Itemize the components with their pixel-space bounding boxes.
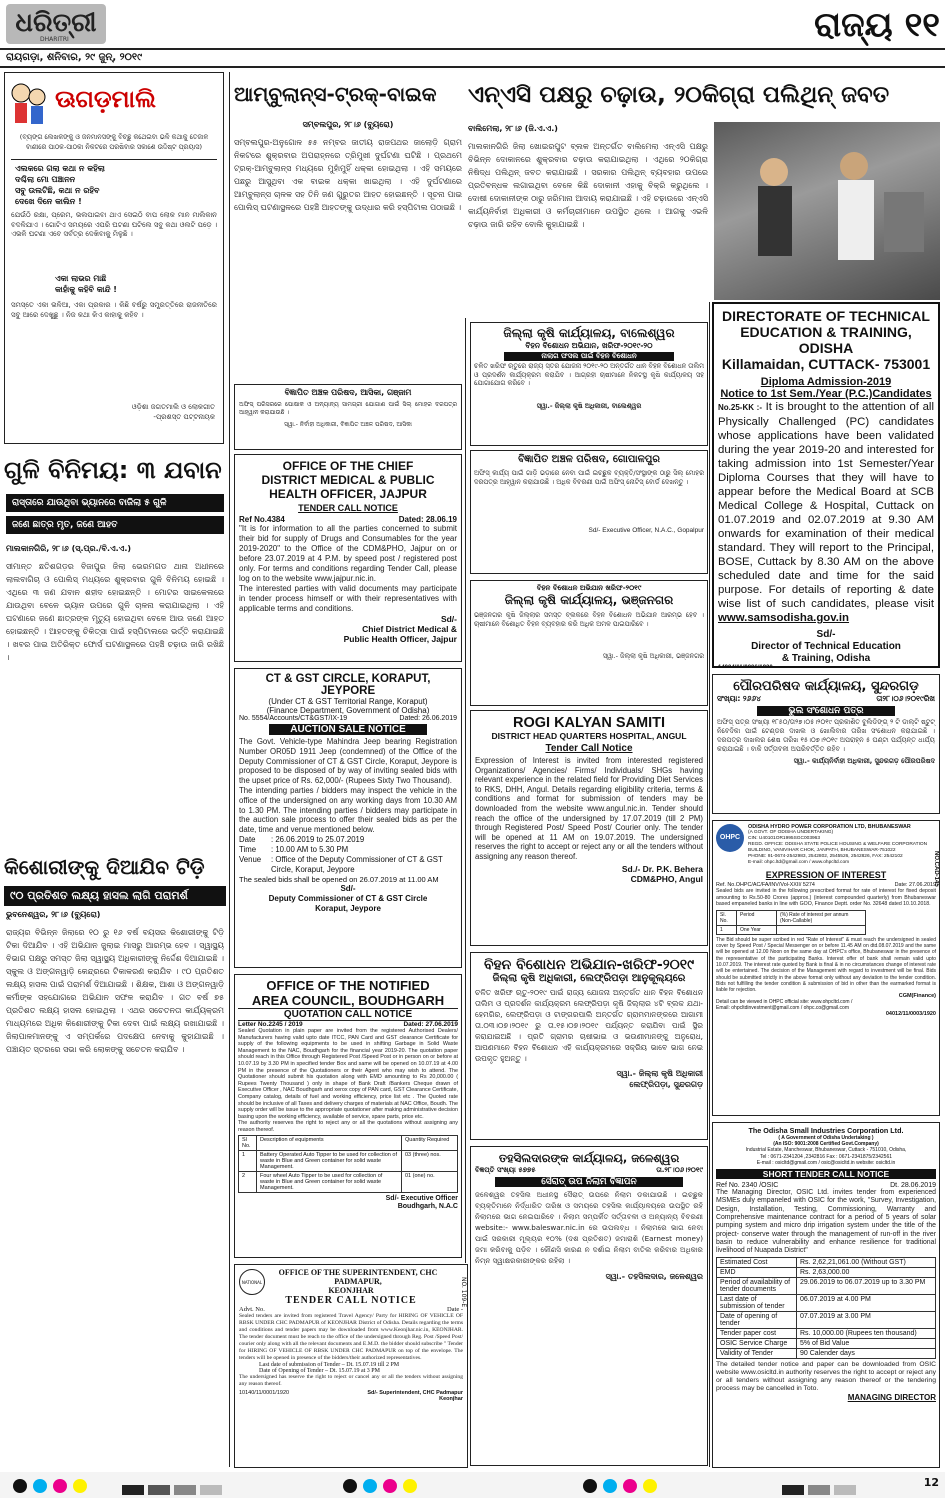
- story3-subtitle: ୯୦ ପ୍ରତିଶତ ଲକ୍ଷ୍ୟ ହାସଲ ଲାଗି ପରାମର୍ଶ: [4, 886, 226, 906]
- story3-title: କିଶୋରୀଙ୍କୁ ଦିଆଯିବ ଟିଡ଼ି: [4, 855, 205, 879]
- feature-title: ଊଗଡ଼ମାଲି: [55, 85, 156, 113]
- ad-lefripada: ବିହନ ବିଶୋଧନ ଅଭିଯାନ-ଖରିଫ-୨୦୧୯ ଜିଲ୍ଲା କୃଷି ଅଧିକାରୀ, ଲେଫ୍ରିପଡ଼ା ଆନୁକୂଲ୍ୟରେ ଚଳିତ ଖରିଫ ଋତୁ-୨୦୧୯ ପାଇଁ ରାଜ୍ୟ ଯୋଜନା ଅନ୍ତର୍ଗତ ଧାନ ବିହନ ବିଶୋଧନ ତାଲିମ ଓ ପ୍ରଦର୍ଶନ କାର୍ଯ୍ୟକ୍ରମ ଲେଫ୍ରିପଡ଼ା କୃଷି ଜିଲ୍ଲାର ୪ଟି ବ୍ଲକ ଯଥା- ହେମଗିର, ଲେଫ୍ରିପଡ଼ା ଓ ଟାଙ୍ଗରପାଲି ଅନ୍ତର୍ଗତ ଗ୍ରାମମାନଙ୍କରେ ଆଗାମୀ ତା.୦୩।୦୭।୨୦୧୯ ରୁ ତା.୧୫।୦୭।୨୦୧୯ ପର୍ଯ୍ୟନ୍ତ କରାଯିବା ପାଇଁ ସ୍ଥିର କରାଯାଇଅଛି । ପ୍ରତି ଗ୍ରାମର ଚାଷୀଭାଇ ଓ ଭଉଣୀମାନଙ୍କୁ ଅନୁରୋଧ, ଆପଣମାନେ ବିହନ ବିଶୋଧନ ଏହି କାର୍ଯ୍ୟକ୍ରମରେ ସକ୍ରିୟ ଭାବେ ଭାଗ ନେଇ ଉପକୃତ ହୁଅନ୍ତୁ । ସ୍ୱା.- ଜିଲ୍ଲା କୃଷି ଅଧିକାରୀ ଲେଫ୍ରିପଡ଼ା, ସୁନ୍ଦରଗଡ଼: [470, 952, 708, 1140]
- dharitri-logo-sub: DHARITRI: [40, 36, 69, 43]
- dateline: ରାୟଗଡ଼ା, ଶନିବାର, ୨୯ ଜୁନ୍, ୨୦୧୯: [6, 52, 143, 63]
- ad-ohpc: OHPC ODISHA HYDRO POWER CORPORATION LTD, BHUBANESWAR (A GOVT. OF ODISHA UNDERTAKING) CIN: U40101OR1995SGC003963 REGD. OFFICE: ODISHA STATE POLICE HOUSING & WELFARE CORPORATION BUILDING, VANIVIHAR CHOK, JANPATH, BHUBANESWAR-751022 PHONE: 91-0674-2542983, 2542802, 2545526, 2542826, FAX: 2542102 E-mail: ohpc.ltd@gmail.com / www.ohpcltd.com NO.CAD-145 EXPRESSION OF INTEREST Ref. No.OHPC/AC/FA/INV/Vol-XXII/ 5274 Date: 27.06.2019 Sealed bids are invited in the following prescribed format for rate of interest for fixed deposit amounting to Rs.50-80 Crores (approx.) (interest compounded quarterly) from Bhubaneswar based empaneled banks in line with GOO, Finance Deptt. order No. 32648 dated 10.10.2018. Sl. No. Period (%) Rate of interest per annum (Non-Callable) 1 One Year The Bid should be super scribed in red "Rate of Interest" & must reach the undersigned in sealed cover by Speed Post / Special Messenger on or before 11.45 AM on dtd.08.07.2019 and the same will be opened at 12.00 Noon on the same day at OHPC's office, Bhubaneswar in the presence of the representative of the participating Banks. Interest offer of bank shall remain valid upto 10.07.2019. The interest rate quoted by Bank is final & in no circumstances change of interest rate will be entertained. The decision of the Management with regard to investment will be final. Bids should be submitted strictly in the above format only without any deviation to the tender condition. Bids not fulfilling the tender condition & submission of bid in other than the earmarked format is liable for rejection. CGM(Finance) Detail can be viewed in OHPC official site: www.ohpcltd.com / Email: ohpcltdinvestment@gmail.com / ohpc.co@gmail.com 04012/11/0003/1920: [712, 820, 940, 1116]
- feature-body-text: ଯେଉଁଠି ରକ୍ଷା, ପ୍ରେମ, ଭଲପାଇବା ଥାଏ ସେଇଠି ବାପ ଲୋକ ମାନ ମାଲିକାନ ବଦଳିଯାଏ । ଗୋଟିଏ ସମୟରେ ଏପରି ଘଟଣା ଘଟିଲେ ସବୁ କଥା ଓଲଟି ପଡ଼େ । ଏଭଳି ଘଟଣା ଏବେ ସର୍ବତ୍ର ଦେଖିବାକୁ ମିଳୁଛି ।: [11, 211, 217, 238]
- ad-cdmo-jajpur: OFFICE OF THE CHIEF DISTRICT MEDICAL & PUBLIC HEALTH OFFICER, JAJPUR TENDER CALL NOTICE Ref No.4384 Dated: 28.06.19 "It is for information to all the parties concerned to submit their bid for supply of Drugs and Consumables for the year 2019-2020" to the Office of the CDM&PHO, Jajpur on or before 23.07.2019 at 4 P.M. by speed post / registered post only. For terms and conditions regarding Tender Call, please log on to the website www.jajpur.nic.in. The interested parties with valid documents may participate in tender process himself or with their representatives with applicable terms and conditions. Sd/- Chief District Medical & Public Health Officer, Jajpur: [234, 454, 462, 662]
- ad-nac-gopalpur: ବିଜ୍ଞାପିତ ଅଞ୍ଚଳ ପରିଷଦ, ଗୋପାଳପୁର ଅଫିସ୍ କାର୍ଯ୍ୟ ପାଇଁ ଗାଡ଼ି ଭଡ଼ାରେ ନେବା ପାଇଁ ଇଚ୍ଛୁକ ବ୍ୟକ୍ତି/ସଂସ୍ଥାଙ୍କ ଠାରୁ ସିଲ୍ ମୋହର ଦରପତ୍ର ଆହ୍ୱାନ କରାଯାଉଛି । ଅଧିକ ବିବରଣୀ ପାଇଁ ଅଫିସ୍ ନୋଟିସ୍ ବୋର୍ଡ ଦେଖନ୍ତୁ । Sd/- Executive Officer, N.A.C., Gopalpur: [470, 450, 708, 574]
- raid-photo: [714, 122, 940, 300]
- ad-krushi-balasore: ଜିଲ୍ଲା କୃଷି କାର୍ଯ୍ୟାଳୟ, ବାଲେଶ୍ୱର ବିହନ ବିଶୋଧନ ଅଭିଯାନ, ଖରିଫ-୨୦୧୯-୨୦ ନାଲାଗ ଫସଲ ପାଇଁ ବିହନ ବିଶୋଧନ ଚଳିତ ଖରିଫ ଋତୁରେ ରାଜ୍ୟ ସ୍ତର ଯୋଜନା ୨୦୧୯-୨୦ ଅନ୍ତର୍ଗତ ଧାନ ବିହନ ବିଶୋଧନ ତାଲିମ ଓ ପ୍ରଦର୍ଶନ କାର୍ଯ୍ୟକ୍ରମ କରାଯିବ । ଆଗ୍ରହୀ ଚାଷୀମାନେ ନିକଟସ୍ଥ କୃଷି କାର୍ଯ୍ୟାଳୟ ସହ ଯୋଗାଯୋଗ କରିବେ । ସ୍ୱା.- ଜିଲ୍ଲା କୃଷି ଅଧିକାରୀ, ବାଲେଶ୍ୱର: [470, 322, 708, 446]
- verse: ଏଲକରେ ଗଲା କଥା ନ କହିଲା ଦଶ୍ଚିଲା ମୋ ପଞ୍ଚାନନ ସବୁ ଉଲଟିଛି, କଥା ନ ରହିବ ଦେଖେ ଦିନେ କାଲିନ !: [15, 164, 105, 206]
- ad-pashu-asika: ବିଜ୍ଞାପିତ ଅଞ୍ଚଳ ପରିଷଦ, ଆସିକା, ଗଞ୍ଜାମ ଅଫିସ୍ ପରିସରରେ ପୋଷାକ ଓ ଅନ୍ୟାନ୍ୟ ସାମଗ୍ରୀ ଯୋଗାଣ ପାଇଁ ସିଲ୍ ମୋହର ଦରପତ୍ର ଆହ୍ୱାନ କରାଯାଉଛି । ସ୍ୱା.- ନିର୍ବାହୀ ଅଧିକାରୀ, ବିଜ୍ଞାପିତ ଅଞ୍ଚଳ ପରିଷଦ, ଆସିକା: [234, 384, 462, 450]
- ambulance-story-title: ଆମ୍ବୁଲାନ୍ସ-ଟ୍ରକ୍-ବାଇକ: [234, 82, 437, 106]
- story3-dateline: ଭୁବନେଶ୍ୱର, ୨୮।୬ (ବ୍ୟୁରୋ): [6, 910, 101, 919]
- nac-story-title: ଏନ୍ଏସି ପକ୍ଷରୁ ଚଢ଼ାଉ, ୨୦କିଗ୍ରା ପଲିଥିନ୍ ଜବତ: [468, 82, 890, 108]
- ad-chc-padmapur: NATIONAL NO. 109-E OFFICE OF THE SUPERINTENDENT, CHC PADMAPUR, KEONJHAR TENDER CALL NOTICE Advt. No. Date - Sealed tenders are invited from registered Travel Agency/ Party for HIRING OF VEHICLE OF RBSK UNDER CHC PADMAPUR of KEONJHAR District of Odisha. Details regarding the terms and conditions and tender papers may be downloaded from www.Keonjhar.nic.in, KEONJHAR. The tender document must be reach to the office of the undersigned through Reg. Post /Speed Post/ courier only along with all the relevant documents and E.M.D. the bidder should subscribe " Tender for HIRING OF VEHICLE OF RBSK UNDER CHC PADMAPUR on top of the envelope. The tenders will be opened in presence of the bidders/their authorized representatives. Last date of submission of Tender – Dt. 15.07.19 till 2 PM Date of Opening of Tender – Dt. 15.07.19 at 3 PM The undersigned has reserve the right to reject or cancel any or all the tenders without assigning any reason thereof. 10140/11/0001/1920 Sd/- Superintendent, CHC Padmapur Keonjhar: [234, 1264, 468, 1468]
- story2-title: ଗୁଳି ବିନିମୟ: ୩ ଯବାନ: [4, 456, 222, 484]
- page-number: 12: [923, 1476, 939, 1489]
- story2-highlight-1: ରାସ୍ତାରେ ଯାଉଥିବା ଭ୍ୟାନରେ ବାଜିଲା ୫ ଗୁଳି: [6, 494, 224, 512]
- masthead: [0, 0, 945, 68]
- feature-byline: ଓଡ଼ିଶା ଜଗତମାଲି ଓ ଲୋକଗୀତ -ପ୍ରଶସ୍ତ ପଟ୍ଟନାୟକ: [131, 403, 215, 421]
- ambulance-story-body: ସମ୍ବଲପୁର-ଅନୁଗୋଳ ୫୫ ନମ୍ବର ଜାତୀୟ ରାଜପଥର ଜାଲୋଡ଼ି ଗ୍ରାମ ନିକଟରେ ଶୁକ୍ରବାର ଅପରାହ୍ନରେ ତ୍ରିମୁଖୀ ଦୁର୍ଘଟଣା ଘଟିଛି । ପ୍ରଥମେ ଟ୍ରକ୍-ଆମ୍ବୁଲାନ୍ସ ମଧ୍ୟରେ ମୁହାଁମୁହିଁ ଧକ୍କା ହୋଇଥିଲା । ଏହି ସମୟରେ ପଛରୁ ଆସୁଥିବା ଏକ ବାଇକ ଧକ୍କା ଖାଇଥିଲା । ଏହି ଦୁର୍ଘଟଣାରେ ଆମ୍ବୁଲାନ୍ସ ଚାଳକ ସହ ତିନି ଜଣ ଗୁରୁତର ଆହତ ହୋଇଛନ୍ତି । ସୂଚନା ପାଇ ପୋଲିସ୍ ଘଟଣାସ୍ଥଳରେ ପହଞ୍ଚି ଆହତଙ୍କୁ ଉଦ୍ଧାର କରି ହସ୍ପିଟାଲ ପଠାଇଛି ।: [234, 138, 462, 212]
- ohpc-logo: OHPC: [716, 824, 744, 852]
- ad-krushi-bhanjanagar: ବିହନ ବିଶୋଧନ ଅଭିଯାନ ଖରିଫ-୨୦୧୯ ଜିଲ୍ଲା କୃଷି କାର୍ଯ୍ୟାଳୟ, ଭଞ୍ଜନଗର ଭଞ୍ଜନଗର କୃଷି ଜିଲ୍ଲାର ସମସ୍ତ ବ୍ଲକରେ ବିହନ ବିଶୋଧନ ଅଭିଯାନ ଆରମ୍ଭ ହେବ । ଚାଷୀମାନେ ବିଶୋଧିତ ବିହନ ବ୍ୟବହାର କରି ଅଧିକ ଅମଳ ପାଇପାରିବେ । ସ୍ୱା.- ଜିଲ୍ଲା କୃଷି ଅଧିକାରୀ, ଭଞ୍ଜନଗର: [470, 580, 708, 706]
- ad-nac-boudhgarh: OFFICE OF THE NOTIFIED AREA COUNCIL, BOUDHGARH QUOTATION CALL NOTICE Letter No.2245 / 2019 Dated: 27.06.2019 Sealed Quotation in plain paper are invited from the registered Authorised Dealers/ Manufacturers having valid upto date ITCC, PAN Card and GST clearance Certificate for supply of the following equipments to be used in shifting Garbage in Solid Waste Management to the NAC, Boudhgarh for the financial year 2019-20. The quotation paper should reach in this Office through Registered Post /Speed Post or in person on or before at 10.07.19 by 3.30 PM in specified tender Box and same will be opened on 10.07.19 at 4.00 PM in the presence of the Quotationers or their Agent who may wish to attend. The Quotationer should submit his quotation along with EMD amounting to Rs 20,000.00 ( Rupees Twenty Thousand ) only in shape of Bank Draft /Bankers Cheque drawn of Executive Officer , NAC Boudhgarh and xerox copy of PAN card, GST Clearance Certificate, Company catalog, details of fuel and working efficiency, price list etc . The Quoted rate should be inclusive of all Taxes and delivery charges of materials at NAC Office, Boudh. The supply order will be issue to the appropriate quotationer after making administrative decision basing upon the working efficiency, available of service, spare parts, price etc. The authority reserves the right to reject any or all the quotations without assigning any reason thereof. Sl No. Description of equipments Quantity Required 1 Battery Operated Auto Tipper to be used for collection of waste in Blue and Green container for solid waste Management. 03 (three) nos. 2 Four wheel Auto Tipper to be used for collection of waste in Blue and Green container for solid waste Management. 01 (one) no. Sd/- Executive Officer Boudhgarh, N.A.C: [234, 974, 462, 1258]
- ad-tahasil-jaleswar: ତହସିଲଦାରଙ୍କ କାର୍ଯ୍ୟାଳୟ, ଜଳେଶ୍ୱର ବିଜ୍ଞପ୍ତି ସଂଖ୍ୟା ୫୭୭୫ ତା.୨୮।୦୬।୨୦୧୯ ସୈରାତ୍ ଉପ ନିଲାମ ବିଜ୍ଞାପନ ଜଳେଶ୍ୱର ତହସିଲ ଅଧୀନସ୍ଥ ସୈରାତ୍ ଉପରେ ନିଲାମ ଡକାଯାଉଛି । ଇଚ୍ଛୁକ ବ୍ୟକ୍ତିମାନେ ନିର୍ଦ୍ଧାରିତ ତାରିଖ ଓ ସମୟରେ ତହସିଲ କାର୍ଯ୍ୟାଳୟରେ ଉପସ୍ଥିତ ରହି ନିଲାମରେ ଭାଗ ନେଇପାରିବେ । ନିଲାମ ସମ୍ପର୍କିତ ସର୍ତ୍ତାବଳୀ ଓ ଅନ୍ୟାନ୍ୟ ବିବରଣୀ website:- www.baleswar.nic.in ରେ ଉପଲବ୍ଧ । ନିଲାମରେ ଭାଗ ନେବା ପାଇଁ ସରକାରୀ ମୂଲ୍ୟର ୧୦% (ଦଶ ପ୍ରତିଶତ) ଜମାରାଶି (Earnest money) ଜମା କରିବାକୁ ପଡ଼ିବ । କୌଣସି କାରଣ ନ ଦର୍ଶାଇ ନିଲାମ ବାତିଲ କରିବାର ଅଧିକାର ନିମ୍ନ ସ୍ୱାକ୍ଷରକାରୀଙ୍କର ରହିଲା । ସ୍ୱା.- ତହସିଲଦାର, ଜଳେଶ୍ୱର: [470, 1146, 708, 1466]
- ad-dtet-cuttack: DIRECTORATE OF TECHNICAL EDUCATION & TRAINING, ODISHA Killamaidan, CUTTACK- 753001 Diploma Admission-2019 Notice to 1st Sem./Year (P.C.)Candidates No.25-KK :- It is brought to the attention of all Physically Challenged (PC) candidates whose applications have been validated during the year 2019-20 and interested for taking admission into 1st Semester/Year Diploma Courses that they will have to appear before the Medical Board at SCB Medical College & Hospital, Cuttack on 01.07.2019 and 02.07.2019 at 9.30 AM onwards for examination of their medical standard. They will report to the Principal, BOSE, Cuttack by 8.30 AM on the above scheduled date and time for the said purpose. For details of reporting & date wise list of such candidates, please visit www.samsodisha.gov.in Sd/- Director of Technical Education & Training, Odisha 14004/11/0006/1920: [712, 302, 940, 668]
- nhm-badge-icon: NATIONAL: [239, 1269, 265, 1295]
- chc-side-code: NO. 109-E: [460, 1277, 467, 1308]
- story2-dateline: ମାଲକାନଗିରି, ୨୮।୬ (ସ୍.ପ୍ର./ବି.ଏ.ଏ.): [6, 544, 132, 553]
- nac-story-body: ମାଲକାନଗିରି ଜିଲା ଖୋଇରପୁଟ ବ୍ଲକ ଅନ୍ତର୍ଗତ ବାଲିମେଲା ଏନ୍ଏସି ପକ୍ଷରୁ ବିଭିନ୍ନ ଦୋକାନରେ ଶୁକ୍ରବାର ଚଢ଼ାଉ କରାଯାଇଥିଲା । ଏଥିରେ ୨୦କିଗ୍ରା ନିଷିଦ୍ଧ ପଲିଥିନ୍ ଜବତ କରାଯାଇଛି । ସରକାର ପଲିଥିନ୍ ବ୍ୟବହାର ଉପରେ ପ୍ରତିବନ୍ଧକ ଲଗାଇଥିବା ବେଳେ କିଛି ଦୋକାନୀ ଏହାକୁ ବିକ୍ରି କରୁଥିଲେ । ଦୋଷୀ ଦୋକାନୀଙ୍କ ଠାରୁ ଜରିମାନା ଆଦାୟ କରାଯାଇଛି । ଏହି ଚଢ଼ାଉରେ ଏନ୍ଏସି କାର୍ଯ୍ୟନିର୍ବାହୀ ଅଧିକାରୀ ଓ କର୍ମଚାରୀମାନେ ଉପସ୍ଥିତ ଥିଲେ । ଆଗକୁ ଏଭଳି ଚଢ଼ାଉ ଜାରି ରହିବ ବୋଲି କୁହାଯାଇଛି ।: [468, 142, 708, 229]
- cartoon-icon: [9, 79, 49, 127]
- verse2: ଏକା ଲାଭର ମାଛି କାହାଁକୁ କହିବି କାନ୍ଦି !: [55, 274, 117, 294]
- dharitri-logo: ଧରିତ୍ରୀ: [6, 4, 106, 44]
- story2-highlight-2: ଜଣେ ଛାତ୍ର ମୃତ, ଜଣେ ଆହତ: [6, 516, 224, 534]
- feature-blurb: (ବ୍ୟଙ୍ଗ ଲେଖକଙ୍କୁ ଓ ଜନମାନସଙ୍କୁ ବିଚ୍ଛୁ କଥେଇବା ଭଳି କଥାକୁ ତେଜାଳ ବାଣୀରେ ପାଠକ-ପାଠକା ନିକଟରେ ପରଷିବାର ସକାଶେ ଉଦ୍ଦିଷ୍ଟ ପ୍ରୟାସ): [19, 133, 209, 151]
- ad-ct-koraput: CT & GST CIRCLE, KORAPUT, JEYPORE (Under CT & GST Territorial Range, Koraput) (Finance Department, Government of Odisha) No. 5554/Accounts/CT&GST/IX-19 Dated: 26.06.2019 AUCTION SALE NOTICE The Govt. Vehicle-type Mahindra Jeep bearing Registration Number OR05D 1911 Jeep (condemned) of the Office of the Deputy Commissioner of CT & GST Circle, Koraput, Jeypore is proposed to be disposed of by way of inviting sealed bids with the upset price of Rs. 62,000/- (Rupees Sixty Two Thousand). The intending parties / bidders may inspect the vehicle in the office of the undersigned on any working days from 10.30 AM to 1.30 PM. The intending parties / bidders may participate in the auction sale process to offer their sealed bids as per the date, time and venue mentioned below. Date : 26.06.2019 to 25.07.2019 Time : 10.00 AM to 5.30 PM Venue : Office of the Deputy Commissioner of CT & GST Circle, Koraput, Jeypore The sealed bids shall be opened on 26.07.2019 at 11.00 AM Sd/- Deputy Commissioner of CT & GST Circle Koraput, Jeypore: [234, 668, 462, 968]
- story3-body: ରାଜ୍ୟର ବିଭିନ୍ନ ଜିଲାରେ ୧୦ ରୁ ୧୬ ବର୍ଷ ବୟସର କିଶୋରୀଙ୍କୁ ଟିଡ଼ି ଟିକା ଦିଆଯିବ । ଏହି ଅଭିଯାନ ଜୁଲାଇ ମାସରୁ ଆରମ୍ଭ ହେବ । ସ୍ୱାସ୍ଥ୍ୟ ବିଭାଗ ପକ୍ଷରୁ ସମସ୍ତ ଜିଲା ସ୍ୱାସ୍ଥ୍ୟ ଅଧିକାରୀଙ୍କୁ ନିର୍ଦ୍ଦେଶ ଦିଆଯାଇଛି । ସ୍କୁଲ ଓ ଅଙ୍ଗନୱାଡ଼ି କେନ୍ଦ୍ରରେ ଟିକାକରଣ କରାଯିବ । ୯୦ ପ୍ରତିଶତ ଲକ୍ଷ୍ୟ ହାସଲ ପାଇଁ ପରାମର୍ଶ ଦିଆଯାଇଛି । ଶିକ୍ଷକ, ଆଶା ଓ ଅଙ୍ଗନୱାଡ଼ି କର୍ମୀଙ୍କ ସହଯୋଗରେ ଅଭିଯାନ ସଫଳ କରାଯିବ । ଗତ ବର୍ଷ ୭୫ ପ୍ରତିଶତ ଲକ୍ଷ୍ୟ ହାସଲ ହୋଇଥିଲା । ଏଥର ସଚେତନତା କାର୍ଯ୍ୟକ୍ରମ ମାଧ୍ୟମରେ ଅଧିକ କିଶୋରୀଙ୍କୁ ଟିକା ଦେବା ପାଇଁ ଲକ୍ଷ୍ୟ ରଖାଯାଇଛି । ଜିଲାପାଳମାନଙ୍କୁ ଏ ସମ୍ପର୍କରେ ପଦକ୍ଷେପ ନେବାକୁ କୁହାଯାଇଛି । ପଞ୍ଚାୟତ ସ୍ତରରେ ସଭା କରି ଲୋକଙ୍କୁ ସଚେତନ କରାଯିବ ।: [6, 928, 224, 1054]
- nac-story-dateline: ବାଲିମେଲା, ୨୮।୬ (ଜି.ଏ.ଏ.): [468, 124, 558, 133]
- page-label: ରାଜ୍ୟ ୧୧: [814, 5, 940, 45]
- feature-body2: ସମସ୍ତେ ଏକା ଭଳିଆ, ଏକା ପ୍ରକାର । କିଛି ବର୍ଷରୁ ସମ୍ପ୍ରତ୍ତିରେ ରାଜନୀତିରେ ସବୁ ଆରେ ଦେଖୁଛୁ । ନିଜ କଥା କିଏ କାହାକୁ କହିବ ।: [11, 301, 217, 319]
- ad-rogi-angul: ROGI KALYAN SAMITI DISTRICT HEAD QUARTERS HOSPITAL, ANGUL Tender Call Notice Expression of Interest is invited from interested registered Organizations/ Agencies/ Firms/ Individuals/ SHGs having relevant experience in the related field for Providing Diet Services to RKS, DHH, Angul. Details regarding eligibility criteria, terms & conditions and format for submission of tenders may be downloaded from the website www.angul.nic.in. Tender should reach the office of the undersigned by 17.07.2019 (till 2 PM) through Registered Post/ Speed Post/ Courier only. The tender will be opened at 11 AM on 19.07.2019. The undersigned reserves the right to accept or reject any or all the tenders without assigning any reason thereof. Sd./- Dr. P.K. Behera CDM&PHO, Angul: [470, 710, 708, 946]
- ad-osic: The Odisha Small Industries Corporation Ltd. ( A Government of Odisha Undertaking ) (An ISO: 9001:2008 Certified Govt.Company) Industrial Estate, Mancheswar, Bhubaneswar, Cuttack - 751010, Odisha, Tel : 0671-2341204 ,2342816 Fax : 0671-2341875/2342561 E-mail : osicltd@gmail.com / osic@osicltd.in website: osicltd.in SHORT TENDER CALL NOTICE Ref No. 2340 /OSIC Dt. 28.06.2019 The Managing Director, OSIC Ltd. invites tender from experienced MSMEs duly empaneled with OSIC for the work, "Survey, Investigation, Design, Installation, Testing, Commissioning, Warranty and Comprehensive maintenance contract for a period of 5 years of solar pumping system and micro drip irrigation system under the title of the project- conserve water through the management of run-off in the river basin to reduce vulnerability and enhance resilience for traditional livelihood of Nuapada District" Estimated Cost Rs. 2,62,21,061.00 (Without GST) EMD Rs. 2,63,000.00 Period of availability of tender documents 29.06.2019 to 06.07.2019 up to 3.30 PM Last date of submission of tender 06.07.2019 at 4.00 PM Date of opening of tender 07.07.2019 at 3.00 PM Tender paper cost Rs. 10,000.00 (Rupees ten thousand) OSIC Service Charge 5% of Bid Value Validity of Tender 90 Calender days The detailed tender notice and paper can be downloaded from OSIC website www.osicltd.in authority reserves the right to accept or reject any or all tenders without assigning any reason thereof or the tendering process may be cancelled in Toto. MANAGING DIRECTOR: [712, 1122, 940, 1468]
- story2-body: ସୀମାନ୍ତ ଛତିଶଗଡ଼ର ବିଜାପୁର ଜିଲା ଭେରମଗଡ ଥାନା ଅଧୀନରେ ଲାଲବାଗିଚା ଓ ପୋଲିସ୍ ମଧ୍ୟରେ ଶୁକ୍ରବାର ଗୁଳି ବିନିମୟ ହୋଇଛି । ଏଥିରେ ୩ ଜଣ ଯବାନ ଶହୀଦ ହୋଇଛନ୍ତି । ମୋଟର ସାଇକେଲରେ ଯାଉଥିବା ବେଳେ ଭ୍ୟାନ ଉପରେ ଗୁଳି ଚାଳନା କରାଯାଇଥିଲା । ଏହି ଘଟଣାରେ ଜଣେ ଛାତ୍ରଙ୍କ ମୃତ୍ୟୁ ହୋଇଥିବା ବେଳେ ଆଉ ଜଣେ ଆହତ ହୋଇଛନ୍ତି । ଆହତଙ୍କୁ ଚିକିତ୍ସା ପାଇଁ ହସ୍ପିଟାଲରେ ଭର୍ତ୍ତି କରାଯାଇଛି । ଖବର ପାଇ ଅତିରିକ୍ତ ଫୋର୍ସ ଘଟଣାସ୍ଥଳରେ ପହଞ୍ଚି ଚଢ଼ାଉ ଜାରି ରଖିଛି ।: [6, 562, 224, 662]
- print-registration-strip: [0, 1472, 945, 1498]
- ad-pourapari-sundargarh: ପୌରପରିଷଦ କାର୍ଯ୍ୟାଳୟ, ସୁନ୍ଦରଗଡ଼ ସଂଖ୍ୟା: ୨୬୬୪ ତା୨୮।୦୬।୨୦୧୯ରିଖ ଭୁଲ ସଂଶୋଧନ ପତ୍ର ଅଫିସ୍ ପତ୍ର ସଂଖ୍ୟା ୧୮୫୦/ତା୨୭।୦୫।୨୦୧୯ ପ୍ରକାଶିତ ବୁଲିଡିଙ୍ଗ୍ ୨ ଟି ଡାଲ୍ଟି ଷ୍ଟୁଟ୍ ନିବେଦିକା ପାଇଁ ଟେଣ୍ଡର ଦାଖଲ ଓ ଖୋଲିବାର ତାରିଖ ସଂଶୋଧନ କରାଯାଇଛି । ଦରପତ୍ର ଦାଖଲର ଶେଷ ତାରିଖ ୧୫।୦୭।୨୦୧୯ ଅପରାହ୍ନ ୫ ଘଣ୍ଟା ପର୍ଯ୍ୟନ୍ତ ଧାର୍ଯ୍ୟ କରାଯାଇଛି । ବାକି ସର୍ତ୍ତାବଳୀ ଅପରିବର୍ତ୍ତିତ ରହିବ । ସ୍ୱା.- କାର୍ଯ୍ୟନିର୍ବାହୀ ଅଧିକାରୀ, ସୁନ୍ଦରଗଡ଼ ପୌରପରିଷଦ: [712, 674, 940, 814]
- feature-box: [4, 72, 224, 444]
- ambulance-story-dateline: ସମ୍ବଲପୁର, ୨୮।୬ (ବ୍ୟୁରୋ): [302, 120, 394, 129]
